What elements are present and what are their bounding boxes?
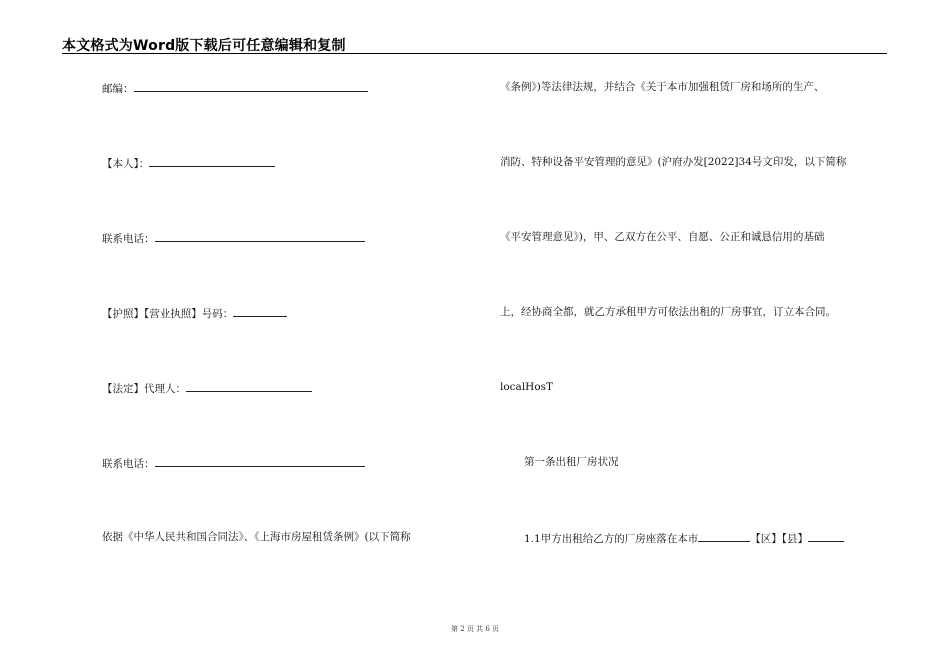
party-label: 【本人】：	[102, 158, 150, 170]
phone-blank-1[interactable]	[155, 231, 365, 242]
agent-label: 【法定】代理人：	[102, 383, 186, 395]
clause-1-1-text: 1.1甲方出租给乙方的厂房座落在本市	[524, 533, 699, 545]
phone-label-1: 联系电话：	[102, 233, 155, 245]
postcode-label: 邮编：	[102, 83, 134, 95]
phone-label-2: 联系电话：	[102, 458, 155, 470]
body-line-1: 《条例》)等法律法规，并结合《关于本市加强租赁厂房和场所的生产、	[500, 81, 825, 93]
page-number: 第 2 页 共 6 页	[450, 625, 500, 633]
district-blank[interactable]	[808, 531, 844, 542]
body-line-3: 《平安管理意见》)，甲、乙双方在公平、自愿、公正和诚恳信用的基础	[500, 231, 825, 243]
postcode-line	[102, 81, 368, 95]
article-1-title: 第一条出租厂房状况	[524, 456, 619, 468]
party-blank[interactable]	[149, 156, 275, 167]
party-line	[102, 156, 275, 170]
agent-line	[102, 381, 312, 395]
agent-blank[interactable]	[186, 381, 312, 392]
document-header-title: 本文格式为Word版下载后可任意编辑和复制	[62, 38, 346, 54]
id-number-blank[interactable]	[233, 306, 287, 317]
id-number-line	[102, 306, 287, 320]
header-divider	[62, 53, 887, 54]
phone-line-2	[102, 456, 365, 470]
location-blank[interactable]	[698, 531, 750, 542]
body-line-4: 上，经协商全都，就乙方承租甲方可依法出租的厂房事宜，订立本合同。	[500, 306, 836, 318]
basis-text: 依据《中华人民共和国合同法》、《上海市房屋租赁条例》(以下简称	[102, 531, 411, 543]
district-county-label: 【区】【县】	[750, 533, 808, 545]
clause-1-1-line	[524, 531, 844, 545]
postcode-blank[interactable]	[134, 81, 368, 92]
phone-blank-2[interactable]	[155, 456, 365, 467]
stray-text: localHosT	[500, 381, 554, 393]
id-number-label: 【护照】【营业执照】号码：	[102, 308, 234, 320]
body-line-2: 消防、特种设备平安管理的意见》(沪府办发[2022]34号文印发，以下简称	[500, 156, 847, 168]
phone-line-1	[102, 231, 365, 245]
